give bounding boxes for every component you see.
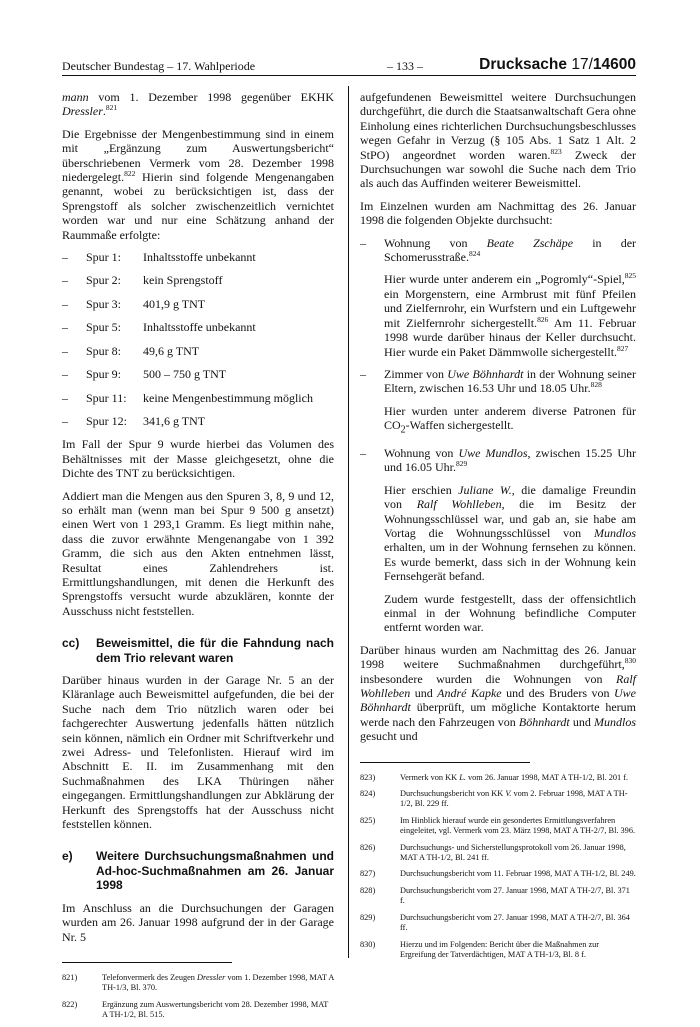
text: -Waffen sichergestellt. [405, 418, 514, 433]
footnote [360, 773, 636, 783]
person-name: Dressler [62, 104, 103, 119]
list-item [62, 391, 334, 405]
spur-value: kein Sprengstoff [143, 273, 223, 288]
footnote-number: 821) [62, 972, 78, 982]
footnote-ref[interactable]: 827 [617, 343, 629, 353]
spur-label: Spur 8: [86, 343, 122, 358]
list-item-detail [360, 272, 636, 358]
footnote-text: Im Hinblick hierauf wurde ein gesondertes Ermittlungsverfahren eingeleitet, vgl. Vermerk vom 23. März 1998, MAT A TH-2/7, Bl. 396. [400, 815, 636, 836]
text: . [102, 104, 106, 119]
footnote-ref[interactable]: 822 [124, 169, 136, 179]
footnote [62, 973, 334, 994]
footnote-ref[interactable]: 824 [468, 249, 481, 259]
person-name: Ralf Wohlleben [360, 671, 636, 701]
person-name: Mundlos [594, 714, 636, 729]
spur-value: 341,6 g TNT [143, 413, 206, 428]
text: Zweck der Durchsuchungen war sowohl die Suche nach dem Trio als auch das Auffinden weiterer Beweismittel. [360, 147, 636, 191]
footnote-number: 825) [360, 815, 376, 825]
spur-label: Spur 3: [86, 296, 122, 311]
spur-value: keine Mengenbestimmung möglich [143, 390, 313, 405]
text: und [410, 686, 438, 701]
list-item: – Wohnung von Beate Zschäpe in der Schomerusstraße.$^{824}$ [360, 235, 637, 265]
spur-value: 401,9 g TNT [143, 296, 206, 311]
spur-value: Inhaltsstoffe unbekannt [143, 320, 256, 335]
footnote-ref[interactable]: 821 [105, 103, 118, 113]
footnote-number: 829) [360, 912, 376, 922]
footnote-text [400, 789, 636, 810]
doc-label: Drucksache [479, 56, 568, 73]
list-item [62, 344, 334, 358]
text: Hier wurden unter anderem diverse Patronen für CO [384, 403, 636, 433]
section-heading-cc [62, 636, 334, 665]
list-item: – Wohnung von Uwe Mundlos, zwischen 15.25 Uhr und 16.05 Uhr.$^{829}$ [360, 445, 637, 475]
header-rule [62, 75, 636, 76]
footnote-number: 826) [360, 842, 376, 852]
text: Telefonvermerk des Zeugen [102, 972, 198, 982]
person-name: Uwe Böhnhardt [447, 366, 524, 381]
person-name: Böhnhardt [518, 714, 570, 729]
footnote-ref[interactable]: 825 [624, 271, 636, 281]
footnote-rule [62, 962, 232, 963]
spur-list [62, 250, 334, 428]
heading-number: e) [62, 849, 73, 864]
paragraph: Im Fall der Spur 9 wurde hierbei das Volumen des Behältnisses mit der Masse gleichgesetzt, ohne die Dichte des TNT zu berücksichtigen. [62, 437, 334, 481]
right-column [360, 90, 636, 966]
text: in der Wohnung seiner Eltern, zwischen 16.53 Uhr und 18.05 Uhr. [384, 366, 636, 396]
person-name: Uwe Mundlos [458, 445, 528, 460]
left-column [62, 90, 334, 1027]
spur-label: Spur 5: [86, 320, 122, 335]
text: , zwischen 15.25 Uhr und 16.05 Uhr. [384, 445, 637, 475]
paragraph: Addiert man die Mengen aus den Spuren 3, 8, 9 und 12, so erhält man (wenn man bei Spur 9 500 g ansetzt) einen Wert von 1 293,1 Gramm. Es liegt mithin nahe, dass die zuvor erwähnte Mengenangabe von 1 392 Gramm, die sich aus den Akten entnehmen lässt, Resultat eines Zahlendrehers ist. Ermittlungshandlungen, mit denen die Herkunft des Sprengstoffs versucht wurde abzuklären, konnte der Ausschuss nicht feststellen. [62, 488, 334, 618]
footnote-number: 822) [62, 999, 78, 1009]
person-name: Dressler [197, 972, 226, 982]
footnote-text: Durchsuchungs- und Sicherstellungsprotokoll vom 26. Januar 1998, MAT A TH-1/2, Bl. 241 ff. [400, 842, 626, 863]
heading-text: Beweismittel, die für die Fahndung nach dem Trio relevant waren [96, 636, 334, 665]
list-item-detail: Zudem wurde festgestellt, dass der offensichtlich einmal in der Wohnung befindliche Computer entfernt worden war. [384, 591, 636, 635]
spur-label: Spur 11: [86, 390, 127, 405]
text: aufgefundenen Beweismittel weitere Durchsuchungen durchgeführt, die durch die Staatsanwaltschaft Gera ohne Einholung eines richterlichen Durchsuchungsbeschlusses wegen Gefahr in Verzug (§ 105 Abs. 1 Satz 1 Alt. 2 StPO) angeordnet worden waren. [360, 90, 636, 162]
text: Durchsuchungsbericht von KK [400, 789, 506, 799]
footnote-text: Durchsuchungsbericht vom 27. Januar 1998, MAT A TH-2/7, Bl. 364 ff. [400, 912, 630, 933]
section-heading-e [62, 849, 334, 892]
page-number: – 133 – [387, 59, 423, 73]
list-item [62, 320, 334, 334]
person-name: Mundlos [594, 525, 636, 540]
footnote-number: 830) [360, 939, 376, 949]
column-separator [348, 86, 349, 958]
spur-label: Spur 1: [86, 250, 122, 265]
footnote-ref[interactable]: 829 [456, 459, 468, 469]
list-item [62, 250, 334, 264]
doc-num-part2: 14600 [592, 56, 636, 73]
text: Hier wurde unter anderem ein „Pogromly“-Spiel, [384, 272, 625, 287]
text: vom 2. Februar 1998, MAT A TH-1/2, Bl. 229 ff. [400, 789, 628, 809]
footnote-ref[interactable]: 830 [624, 656, 636, 666]
text: und [569, 714, 594, 729]
heading-text: Weitere Durchsuchungsmaßnahmen und Ad-hoc-Suchmaßnahmen am 26. Januar 1998 [96, 849, 334, 893]
list-item [62, 297, 334, 311]
person-name: Juliane W. [458, 482, 512, 497]
paragraph: Im Anschluss an die Durchsuchungen der Garagen wurden am 26. Januar 1998 aufgrund der in der Garage Nr. 5 [62, 900, 334, 944]
spur-label: Spur 12: [86, 413, 128, 428]
person-name: Ralf Wohlleben [416, 497, 502, 512]
text: Darüber hinaus wurden am Nachmittag des 26. Januar 1998 weitere Suchmaßnahmen durchgeführt, [360, 642, 636, 672]
list-item-detail [360, 483, 636, 584]
footnote-ref[interactable]: 826 [537, 314, 549, 324]
footnote-number: 824) [360, 789, 376, 799]
text: Am 11. Februar 1998 wurde darüber hinaus der Keller durchsucht. Hier wurde ein Paket Dämmwolle sichergestellt. [384, 315, 637, 359]
text: Wohnung von [384, 445, 459, 460]
heading-number: cc) [62, 636, 80, 651]
text: insbesondere wurden die Wohnungen von [360, 671, 616, 686]
footnote-ref[interactable]: 828 [590, 380, 602, 390]
paragraph [360, 643, 636, 744]
text: in der Schomerusstraße. [384, 235, 637, 265]
paragraph: Im Einzelnen wurden am Nachmittag des 26. Januar 1998 die folgenden Objekte durchsucht: [360, 198, 636, 228]
person-name: L. [459, 772, 466, 782]
header-publication: Deutscher Bundestag – 17. Wahlperiode [62, 59, 256, 73]
footnote-text: Durchsuchungsbericht vom 11. Februar 1998, MAT A TH-1/2, Bl. 249. [400, 869, 636, 879]
footnote-text [400, 773, 628, 783]
footnote-number: 828) [360, 885, 376, 895]
footnote [360, 886, 636, 907]
text: überprüft, um mögliche Kontaktorte herum werde nach den Fahrzeugen von [360, 700, 636, 729]
list-item [62, 273, 334, 287]
spur-label: Spur 2: [86, 273, 122, 288]
text: Vermerk von KK [400, 772, 460, 782]
paragraph [62, 90, 334, 119]
footnote [360, 940, 636, 961]
person-name: mann [62, 90, 89, 104]
footnote-text: Durchsuchungsbericht vom 27. Januar 1998, MAT A TH-2/7, Bl. 371 f. [400, 885, 630, 906]
text: vom 26. Januar 1998, MAT A TH-1/2, Bl. 201 f. [465, 772, 629, 782]
footnote [360, 913, 636, 934]
doc-num-part1: 17/ [571, 56, 593, 73]
paragraph [360, 90, 636, 191]
text: erhalten, um in der Wohnung fernsehen zu können. Es wurde bemerkt, dass sich in der Wohnung kein Fernsehgerät befand. [384, 540, 636, 584]
page-header [62, 56, 636, 76]
spur-label: Spur 9: [86, 367, 122, 382]
list-item-detail [360, 404, 636, 438]
paragraph: Darüber hinaus wurden in der Garage Nr. 5 an der Kläranlage auch Beweismittel aufgefunden, die bei der Suche nach dem Trio nützlich waren oder bei fachgerechter Auswertung jedenfalls hätten nützlich sein können, nämlich ein Ordner mit Schriftverkehr und zwei Adress- und Telefonlisten. Hierauf wird im Abschnitt E. II. im Zusammenhang mit den Suchmaßnahmen des LKA Thüringen näher eingegangen. Ermittlungshandlungen zur Abklärung der Herkunft des Sprengstoffs hat der Ausschuss nicht feststellen können. [62, 673, 334, 832]
person-name: V. [505, 789, 512, 799]
person-name: Beate Zschäpe [486, 235, 574, 250]
text: Hierin sind folgende Mengenangaben genannt, wobei zu berücksichtigen ist, dass der Sprengstoff als solcher zwischenzeitlich vernichtet worden war und nur eine Schätzung anhand der Raummaße erfolgte: [62, 170, 334, 242]
text: Wohnung von [384, 235, 487, 250]
text: vom 1. Dezember 1998 gegenüber EKHK [88, 90, 334, 104]
footnote [62, 1000, 334, 1021]
text: Hier erschien [384, 482, 459, 497]
spur-value: 500 – 750 g TNT [143, 367, 227, 382]
footnote-number: 823) [360, 772, 376, 782]
subscript: 2 [400, 424, 406, 436]
footnote [360, 843, 636, 864]
footnote-rule [360, 762, 530, 763]
text: und des Bruders von [501, 686, 615, 701]
text: , die im Besitz der Wohnungsschlüssel war, und gab an, sie habe am Vortag die Wohnungsschlüssel von [384, 497, 636, 540]
footnote-number: 827) [360, 869, 376, 879]
footnote [360, 816, 636, 837]
text: Zimmer von [384, 366, 448, 381]
list-item [62, 414, 334, 428]
footnote-ref[interactable]: 823 [550, 146, 562, 156]
footnote [360, 789, 636, 810]
spur-value: 49,6 g TNT [143, 343, 200, 358]
footnote-text: Ergänzung zum Auswertungsbericht vom 28. Dezember 1998, MAT A TH-1/2, Bl. 515. [102, 999, 329, 1020]
document-number [479, 56, 636, 74]
paragraph [62, 127, 334, 242]
person-name: Uwe Böhnhardt [360, 686, 637, 715]
footnote-text [102, 973, 334, 994]
text: vom 1. Dezember 1998, MAT A TH-1/3, Bl. 370. [102, 972, 334, 993]
spur-value: Inhaltsstoffe unbekannt [143, 250, 256, 265]
text: gesucht und [360, 729, 418, 744]
list-item [62, 367, 334, 381]
text: , die damalige Freundin von [384, 482, 636, 512]
text: Die Ergebnisse der Mengenbestimmung sind in einem mit „Ergänzung zum Auswertungsbericht“ überschriebenen Vermerk vom 28. Dezember 1998 niedergelegt. [62, 126, 334, 185]
person-name: André Kapke [437, 686, 502, 701]
footnote-text: Hierzu und im Folgenden: Bericht über die Maßnahmen zur Ergreifung der Tatverdächtigen, MAT A TH-1/3, Bl. 8 f. [400, 939, 600, 959]
list-item: – Zimmer von Uwe Böhnhardt in der Wohnung seiner Eltern, zwischen 16.53 Uhr und 18.05 Uhr.$^{828}$ [360, 366, 636, 396]
footnote [360, 869, 636, 879]
text: ein Morgenstern, eine Armbrust mit fünf Pfeilen und Zielfernrohr, ein Wurfstern und ein Luftgewehr mit Zielfernrohr sichergestellt. [384, 286, 636, 330]
